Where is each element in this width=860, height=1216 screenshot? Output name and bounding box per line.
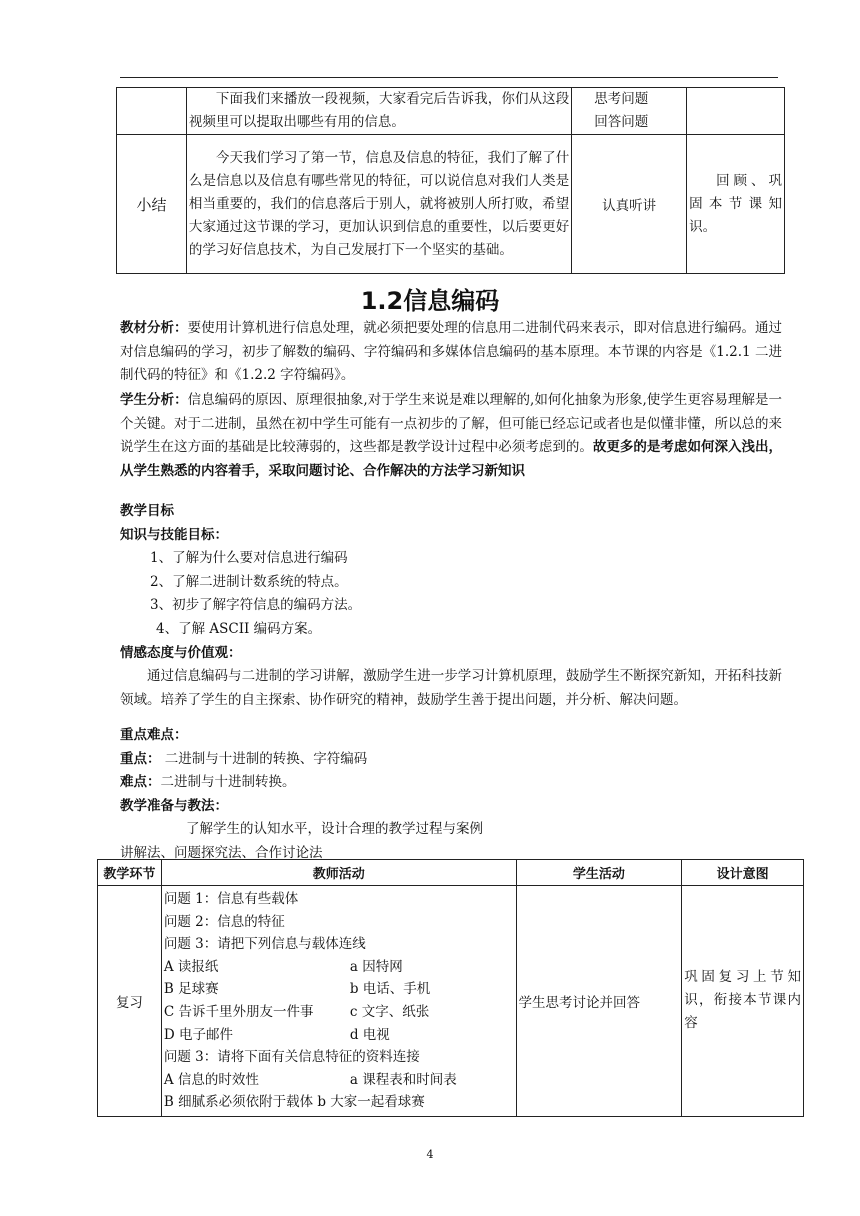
student-activity-line: 思考问题 <box>594 91 649 107</box>
question-line <box>164 1024 514 1047</box>
student-activity-cell <box>516 886 682 1117</box>
question-line <box>164 911 514 934</box>
student-activity-text: 认真听讲 <box>602 198 657 214</box>
top-lesson-table <box>116 87 785 274</box>
prep-heading: 教学准备与教法： <box>120 797 228 814</box>
teacher-activity-text: 下面我们来播放一段视频，大家看完后告诉我，你们从这段视频里可以提取出哪些有用的信息。 <box>188 91 570 130</box>
stage-label: 复习 <box>115 994 143 1011</box>
key-label: 重点： <box>120 750 161 767</box>
question-left: C 告诉千里外朋友一件事 <box>163 1003 314 1020</box>
stage-cell <box>98 886 162 1117</box>
stage-label: 小结 <box>136 195 167 214</box>
section-title: 1.2信息编码 <box>360 287 500 315</box>
question-right: a 课程表和时间表 <box>349 1071 457 1088</box>
knowledge-item: 1、了解为什么要对信息进行编码 <box>150 550 348 567</box>
key-text: 二进制与十进制的转换、字符编码 <box>160 750 368 767</box>
analysis-text: 要使用计算机进行信息处理，就必须把要处理的信息用二进制代码来表示，即对信息进行编码。通过对信息编码的学习，初步了解数的编码、字符编码和多媒体信息编码的基本原理。本节课的内容是《1.2.1 二进制代码的特征》和《1.2.2 字符编码》。 <box>120 320 783 384</box>
stage-cell <box>117 88 187 135</box>
question-line <box>164 956 514 979</box>
student-analysis-label: 学生分析： <box>120 392 188 408</box>
student-activity-cell <box>572 88 687 135</box>
table-row <box>117 88 785 135</box>
knowledge-item: 4、了解 ASCII 编码方案。 <box>156 620 322 637</box>
question-line <box>164 1046 514 1069</box>
attitude-text: 通过信息编码与二进制的学习讲解，激励学生进一步学习计算机原理，鼓励学生不断探究新知，开拓科技新领域。培养了学生的自主探索、协作研究的精神，鼓励学生善于提出问题，并分析、解决问题。 <box>120 668 782 708</box>
student-activity-line: 回答问题 <box>594 114 649 130</box>
question-right: a 因特网 <box>349 958 403 975</box>
teacher-activity-text: 今天我们学习了第一节，信息及信息的特征，我们了解了什么是信息以及信息有哪些常见的特征，可以说信息对我们人类是相当重要的，我们的信息落后于别人，就将被别人所打败，希望大家通过这节课的学习，更加认识到信息的重要性，以后要更好的学习好信息技术，为自己发展打下一个坚实的基础。 <box>188 149 570 258</box>
header-rule <box>120 77 778 78</box>
teacher-activity-cell <box>186 88 571 135</box>
question-left: 问题 3：请将下面有关信息特征的资料连接 <box>163 1049 420 1066</box>
header-stage: 教学环节 <box>98 860 162 886</box>
intent-cell <box>687 135 785 274</box>
knowledge-heading: 知识与技能目标： <box>120 526 228 543</box>
knowledge-item: 2、了解二进制计数系统的特点。 <box>150 573 348 590</box>
question-right: b 电话、手机 <box>349 981 431 998</box>
analysis-label: 教材分析： <box>120 320 188 336</box>
student-analysis-bold: 故更多的是考虑如何深入浅出，从学生熟悉的内容着手，采取问题讨论、合作解决的方法学习新知识 <box>120 439 783 479</box>
question-line <box>164 888 514 911</box>
question-line <box>164 1001 514 1024</box>
question-right: c 文字、纸张 <box>349 1003 430 1020</box>
prep-line: 了解学生的认知水平，设计合理的教学过程与案例 <box>186 821 483 838</box>
question-line <box>164 933 514 956</box>
header-intent: 设计意图 <box>682 860 804 886</box>
student-activity-text: 学生思考讨论并回答 <box>518 994 641 1011</box>
knowledge-item: 3、初步了解字符信息的编码方法。 <box>150 597 362 614</box>
teacher-activity-cell <box>161 886 516 1117</box>
question-line <box>164 1091 514 1114</box>
goals-section <box>120 500 782 712</box>
question-line <box>164 978 514 1001</box>
prep-line: 讲解法、问题探究法、合作讨论法 <box>120 844 323 861</box>
intent-text: 巩固复习上节知识，衔接本节课内容 <box>684 969 801 1032</box>
question-left: A 信息的时效性 <box>163 1071 259 1088</box>
page-number: 4 <box>426 1148 434 1161</box>
key-points-section <box>120 724 782 866</box>
intent-cell <box>687 88 785 135</box>
goals-heading: 教学目标 <box>120 503 174 519</box>
intent-text: 回顾、巩固本节课知识。 <box>689 172 782 235</box>
table-row <box>98 886 804 1117</box>
question-left: 问题 1：信息有些载体 <box>163 891 299 907</box>
question-left: 问题 2：信息的特征 <box>163 913 285 930</box>
student-analysis-section <box>120 389 782 483</box>
student-activity-cell <box>572 135 687 274</box>
question-left: D 电子邮件 <box>163 1026 233 1043</box>
analysis-section <box>120 317 782 388</box>
header-teacher: 教师活动 <box>161 860 516 886</box>
question-right: d 电视 <box>349 1026 390 1043</box>
hard-label: 难点： <box>120 774 161 791</box>
question-left: A 读报纸 <box>163 958 219 975</box>
header-student: 学生活动 <box>516 860 682 886</box>
question-line <box>164 1069 514 1092</box>
table-row <box>117 135 785 274</box>
question-left: 问题 3：请把下列信息与载体连线 <box>163 936 366 953</box>
student-analysis-text: 信息编码的原因、原理很抽象,对于学生来说是难以理解的,如何化抽象为形象,使学生更容易理解是一个关键。对于二进制，虽然在初中学生可能有一点初步的了解，但可能已经忘记或者也是似懂非懂，所以总的来说学生在这方面的基础是比较薄弱的，这些都是教学设计过程中必须考虑到的。 <box>120 392 783 456</box>
lesson-plan-table <box>97 859 804 1117</box>
teacher-activity-cell <box>186 135 571 274</box>
question-list <box>162 886 516 1116</box>
attitude-heading: 情感态度与价值观： <box>120 644 242 661</box>
stage-cell <box>117 135 187 274</box>
hard-text: 二进制与十进制转换。 <box>160 774 296 791</box>
question-left: B 细腻系必须依附于载体 b 大家一起看球赛 <box>163 1094 425 1111</box>
table-header-row <box>98 860 804 886</box>
key-points-heading: 重点难点： <box>120 727 188 743</box>
question-left: B 足球赛 <box>163 981 219 998</box>
intent-cell <box>682 886 804 1117</box>
